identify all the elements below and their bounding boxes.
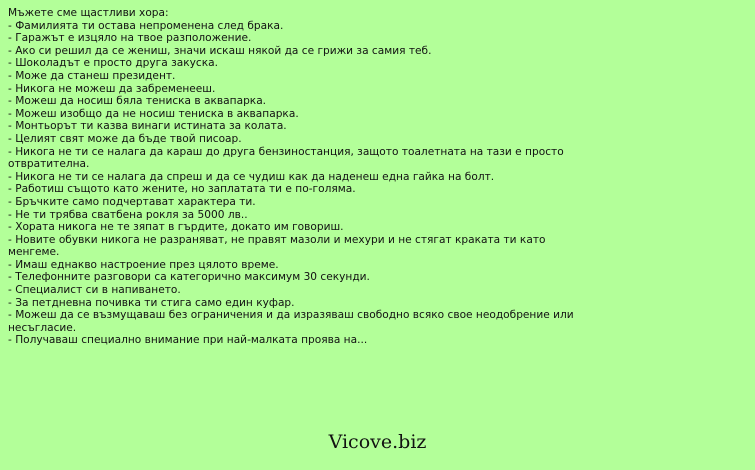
list-item: - Телефонните разговори са категорично максимум 30 секунди.	[8, 271, 370, 284]
list-item: - Специалист си в напиването.	[8, 284, 181, 297]
list-item: - Гаражът е изцяло на твое разположение.	[8, 32, 252, 45]
list-item: - Монтьорът ти казва винаги истината за колата.	[8, 120, 287, 133]
list-item: - Никога не можеш да забременееш.	[8, 82, 216, 95]
site-watermark: Vicove.biz	[328, 431, 427, 453]
list-item: - Работиш същото като жените, но заплатата ти е по-голяма.	[8, 183, 356, 196]
list-item: - Новите обувки никога не разраняват, не правят мазоли и мехури и не стягат краката ти като менгеме.	[8, 233, 546, 259]
list-item: - Можеш да се възмущаваш без ограничения и да изразяваш свободно всяко свое неодобрение или несъгласие.	[8, 309, 574, 334]
list-item: - Имаш еднакво настроение през цялото време.	[8, 258, 279, 271]
list-item: - Целият свят може да бъде твой писоар.	[8, 132, 242, 145]
intro-line: Мъжете сме щастливи хора:	[8, 7, 169, 19]
list-item: - Шоколадът е просто друга закуска.	[8, 57, 218, 70]
list-item: - Ако си решил да се жениш, значи искаш някой да се грижи за самия теб.	[8, 44, 432, 57]
list-item: - Никога не ти се налага да спреш и да се чудиш как да наденеш една гайка на болт.	[8, 170, 495, 183]
list-item: - Може да станеш президент.	[8, 69, 176, 82]
list-item: - Бръчките само подчертават характера ти.	[8, 195, 256, 208]
joke-text	[8, 7, 578, 347]
list-item: - Хората никога не те зяпат в гърдите, докато им говориш.	[8, 221, 344, 234]
list-item: - Фамилията ти остава непроменена след брака.	[8, 19, 284, 32]
list-item: - Не ти трябва сватбена рокля за 5000 лв..	[8, 208, 248, 221]
list-item: - За петдневна почивка ти стига само един куфар.	[8, 296, 295, 309]
list-item: - Можеш да носиш бяла тениска в аквапарка.	[8, 95, 267, 108]
list-item: - Никога не ти се налага да караш до друга бензиностанция, защото тоалетната на тази е просто отвратителна.	[8, 145, 564, 171]
list-item: - Можеш изобщо да не носиш тениска в аквапарка.	[8, 107, 299, 120]
list-item: - Получаваш специално внимание при най-малката проява на...	[8, 334, 368, 347]
